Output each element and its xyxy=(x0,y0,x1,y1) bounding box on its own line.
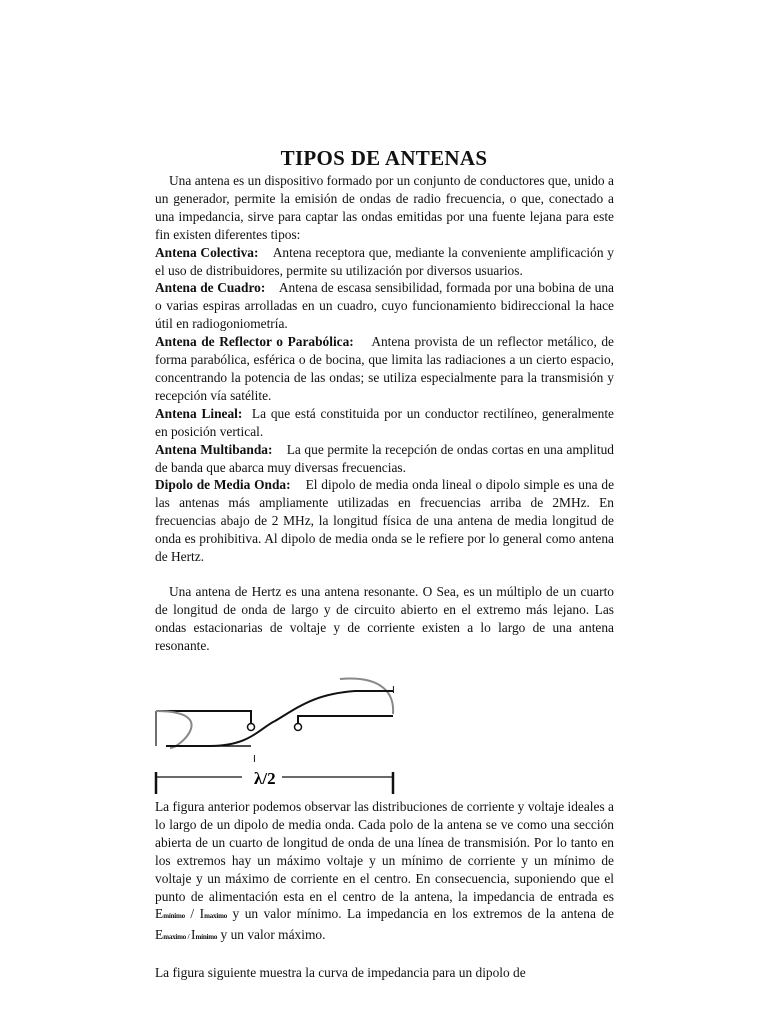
i-max-sub: maximo xyxy=(204,912,228,921)
dimension-label: λ/2 xyxy=(254,769,276,788)
voltage-curve-left xyxy=(156,711,192,748)
right-feed-terminal xyxy=(295,724,302,731)
page-title: TIPOS DE ANTENAS xyxy=(280,146,488,170)
distribution-paragraph xyxy=(155,798,614,947)
type-text: Antena provista de un reflector metálico, de forma parabólica, esférica o de bocina, que limita las radiaciones a un cierto espacio, concentrando la potencia de las ondas; se utiliza especialmente para la transmisión y recepción vía satélite. xyxy=(155,334,615,403)
label-top-right: I xyxy=(392,685,395,696)
slash: / xyxy=(184,906,200,922)
type-cuadro xyxy=(155,279,614,333)
voltage-curve-right xyxy=(340,679,393,714)
end-text: y un valor máximo. xyxy=(217,927,326,943)
i-min-sub: mínimo xyxy=(195,933,218,942)
left-pole-top xyxy=(156,711,251,728)
type-term: Antena de Cuadro: xyxy=(155,280,266,296)
distribution-section xyxy=(155,798,614,982)
body-section xyxy=(155,172,614,655)
type-colectiva xyxy=(155,244,614,280)
e-min-symbol: E xyxy=(155,906,164,922)
intro-paragraph: Una antena es un dispositivo formado por un conjunto de conductores que, unido a un generador, permite la emisión de ondas de radio frecuencia, o que, conectado a una impedancia, sirve para captar las ondas emitidas por una fuente lejana para este fin existen diferentes tipos: xyxy=(155,173,614,242)
dipole-figure xyxy=(150,676,410,798)
i-max-symbol: I xyxy=(199,906,205,922)
type-term: Antena Colectiva: xyxy=(155,244,259,260)
type-dipolo xyxy=(155,476,614,566)
type-term: Antena Multibanda: xyxy=(155,441,273,457)
e-min-sub: mínimo xyxy=(163,912,185,921)
mid-text: y un valor mínimo. La impedancia en los extremos de la antena de xyxy=(227,906,615,922)
e-max-symbol: E xyxy=(155,927,164,943)
e-max-sub: maximo xyxy=(163,933,187,942)
dipole-diagram xyxy=(150,676,410,798)
type-multibanda xyxy=(155,441,614,477)
type-lineal xyxy=(155,405,614,441)
type-term: Antena de Reflector o Parabólica: xyxy=(155,334,354,350)
type-text: La que permite la recepción de ondas cortas en una amplitud de banda que abarca muy diversas frecuencias. xyxy=(155,441,614,475)
type-text: Antena receptora que, mediante la conveniente amplificación y el uso de distribuidores, permite su utilización por diversos usuarios. xyxy=(155,244,615,278)
hertz-paragraph: Una antena de Hertz es una antena resonante. O Sea, es un múltiplo de un cuarto de longitud de onda de largo y de circuito abierto en el extremo más lejano. Las ondas estacionarias de voltaje y de corriente existen a lo largo de una antena resonante. xyxy=(155,583,614,653)
left-feed-terminal xyxy=(248,724,255,731)
i-min-symbol: I xyxy=(190,927,196,943)
type-text: Antena de escasa sensibilidad, formada por una bobina de una o varias espiras arrolladas en un cuadro, cuyo funcionamiento bidireccional la hace útil en radiogoniometría. xyxy=(155,280,614,332)
last-paragraph: La figura siguiente muestra la curva de impedancia para un dipolo de xyxy=(155,965,526,981)
type-term: Dipolo de Media Onda: xyxy=(155,477,291,493)
type-text: El dipolo de media onda lineal o dipolo simple es una de las antenas más ampliamente utilizadas en frecuencias arriba de 2MHz. En frecuencias abajo de 2 MHz, la longitud física de una antena de media longitud de onda es prohibitiva. Al dipolo de media onda se le refiere por lo general como antena de Hertz. xyxy=(155,477,615,565)
type-term: Antena Lineal: xyxy=(155,405,243,421)
type-text: La que está constituida por un conductor rectilíneo, generalmente en posición vertical. xyxy=(155,405,614,439)
type-parabolica xyxy=(155,333,614,405)
right-pole-top xyxy=(298,716,393,731)
distribution-text: La figura anterior podemos observar las distribuciones de corriente y voltaje ideales a lo largo de un dipolo de media onda. Cada polo de la antena se ve como una sección abierta de un cuarto de longitud de onda de una línea de transmisión. Por lo tanto en los extremos hay un máximo voltaje y un mínimo de corriente y un mínimo de voltaje y un máximo de corriente en el centro. En consecuencia, suponiendo que el punto de alimentación esta en el centro de la antena, la impedancia de entrada es xyxy=(155,799,614,904)
slash-2: / xyxy=(186,933,191,942)
label-bottom: I xyxy=(253,754,256,765)
current-curve xyxy=(166,691,393,746)
